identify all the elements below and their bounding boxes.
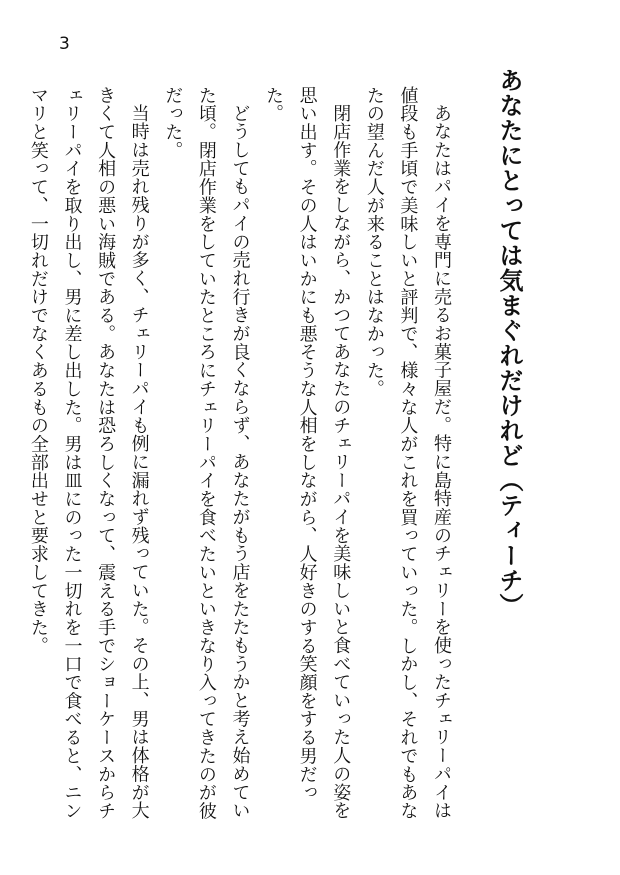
paragraph-4: 当時は売れ残りが多く、チェリーパイも例に漏れず残っていた。その上、男は体格が大きくて人相の悪い海賊である。あなたは恐ろしくなって、震える手でショーケースからチェリーパイを取り出し、男に差し出した。男は皿にのった一切れを一口で食べると、ニンマリと笑って、一切れだけでなくあるもの全部出せと要求してきた。 [27, 86, 150, 820]
paragraph-3: どうしてもパイの売れ行きが良くならず、あなたがもう店をたたもうかと考え始めていた頃。閉店作業をしていたところにチェリーパイを食べたいといきなり入ってきたのが彼だった。 [162, 86, 251, 820]
paragraph-2: 閉店作業をしながら、かつてあなたのチェリーパイを美味しいと食べていった人の姿を思い出す。その人はいかにも悪そうな人相をしながら、人好きのする笑顔をする男だった。 [263, 86, 352, 820]
body-text [27, 86, 458, 831]
chapter-title: あなたにとっては気まぐれだけれど（ティーチ） [495, 68, 523, 618]
page-number: 3 [59, 34, 70, 54]
paragraph-1: あなたはパイを専門に売るお菓子屋だ。特に島特産のチェリーを使ったチェリーパイは値段も手頃で美味しいと評判で、様々な人がこれを買っていった。しかし、それでもあなたの望んだ人が来ることはなかった。 [363, 86, 452, 820]
